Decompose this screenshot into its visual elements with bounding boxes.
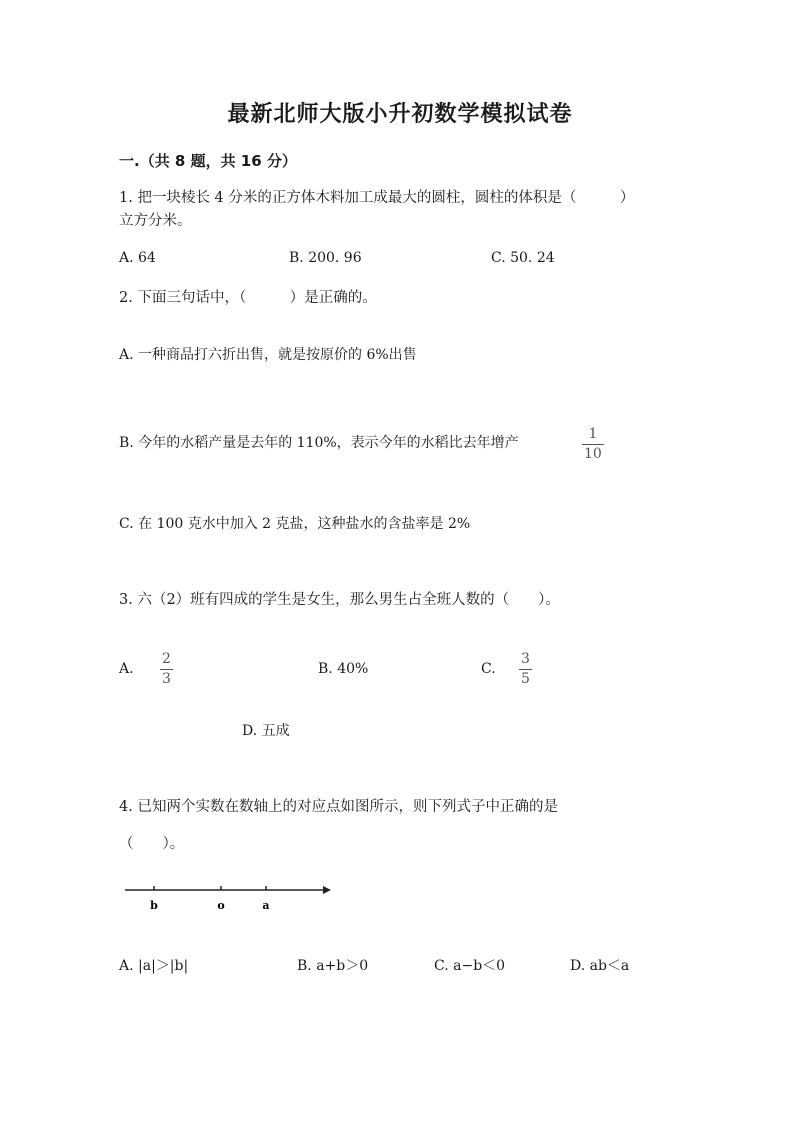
question-4-option-a: A. |a|＞|b| (119, 958, 189, 974)
question-3-option-d: D. 五成 (242, 723, 290, 739)
question-1-option-b: B. 200. 96 (289, 250, 362, 266)
number-line-label-b: b (150, 899, 158, 912)
question-3-option-c-fraction (519, 652, 532, 687)
fraction-denominator: 3 (162, 671, 171, 687)
question-1-line-1: 1. 把一块棱长 4 分米的正方体木料加工成最大的圆柱，圆柱的体积是（ ） (119, 190, 635, 206)
fraction-bar (519, 669, 532, 670)
question-2-option-b: B. 今年的水稻产量是去年的 110%，表示今年的水稻比去年增产 (119, 435, 519, 451)
question-3-option-b: B. 40% (318, 661, 369, 677)
question-2-option-b-fraction (582, 427, 604, 462)
fraction-bar (160, 669, 173, 670)
question-1-option-c: C. 50. 24 (491, 250, 555, 266)
section-heading: 一.（共 8 题，共 16 分） (119, 152, 297, 170)
page-title: 最新北师大版小升初数学模拟试卷 (227, 102, 573, 127)
fraction-denominator: 5 (521, 671, 530, 687)
question-4-option-c: C. a−b＜0 (434, 958, 506, 974)
question-1-option-a: A. 64 (119, 250, 156, 266)
fraction-numerator: 3 (521, 651, 530, 667)
fraction-numerator: 1 (588, 426, 598, 442)
question-4-answer-parentheses: （ ）。 (119, 836, 185, 852)
number-line-figure (120, 880, 340, 916)
question-2-option-a: A. 一种商品打六折出售，就是按原价的 6%出售 (119, 347, 417, 363)
question-3-option-a-fraction (160, 652, 173, 687)
question-4-stem: 4. 已知两个实数在数轴上的对应点如图所示，则下列式子中正确的是 (119, 799, 558, 815)
number-line-label-a: a (262, 899, 270, 912)
question-1-line-2: 立方分米。 (119, 213, 192, 229)
question-3-option-a: A. (119, 661, 134, 677)
fraction-denominator: 10 (584, 446, 602, 462)
question-4-option-d: D. ab＜a (570, 958, 630, 974)
question-3-option-c: C. (481, 661, 496, 677)
number-line-label-o: o (217, 899, 225, 912)
question-2-option-c: C. 在 100 克水中加入 2 克盐，这种盐水的含盐率是 2% (119, 516, 471, 532)
fraction-numerator: 2 (162, 651, 171, 667)
question-2-stem: 2. 下面三句话中，（ ）是正确的。 (119, 290, 377, 306)
question-4-option-b: B. a+b＞0 (297, 958, 369, 974)
question-3-stem: 3. 六（2）班有四成的学生是女生，那么男生占全班人数的（ ）。 (119, 592, 560, 608)
fraction-bar (582, 444, 604, 445)
number-line-arrow (323, 886, 331, 894)
